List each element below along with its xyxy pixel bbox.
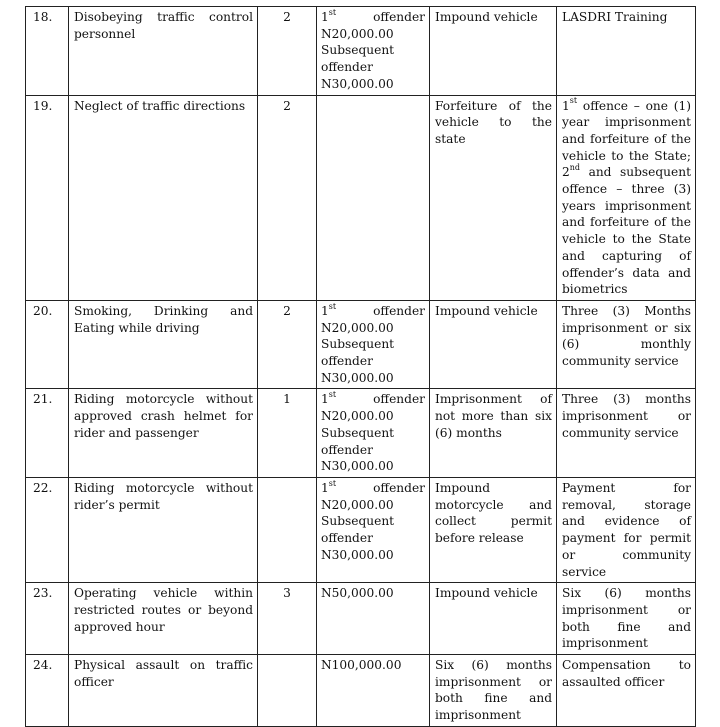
points: 2 bbox=[258, 7, 317, 96]
fine-cell: N50,000.00 bbox=[317, 583, 430, 655]
penalty: Six (6) months imprisonment or both fine and imprisonment bbox=[557, 583, 696, 655]
penalty: Three (3) months imprisonment or community service bbox=[557, 389, 696, 478]
table-row bbox=[26, 389, 696, 478]
points bbox=[258, 477, 317, 582]
offence-description: Riding motorcycle without rider’s permit bbox=[69, 477, 258, 582]
offence-description: Disobeying traffic control personnel bbox=[69, 7, 258, 96]
penalty: Three (3) Months imprisonment or six (6) monthly community service bbox=[557, 300, 696, 389]
penalty: Payment for removal, storage and evidence of payment for permit or community service bbox=[557, 477, 696, 582]
points: 2 bbox=[258, 300, 317, 389]
offence-description: Neglect of traffic directions bbox=[69, 95, 258, 300]
points: 3 bbox=[258, 583, 317, 655]
consequence: Impound vehicle bbox=[430, 7, 557, 96]
penalty: LASDRI Training bbox=[557, 7, 696, 96]
offence-description: Operating vehicle within restricted routes or beyond approved hour bbox=[69, 583, 258, 655]
points: 1 bbox=[258, 389, 317, 478]
fine-cell bbox=[317, 95, 430, 300]
offence-description: Smoking, Drinking and Eating while driving bbox=[69, 300, 258, 389]
row-number: 21. bbox=[26, 389, 69, 478]
table-row bbox=[26, 7, 696, 96]
row-number: 24. bbox=[26, 655, 69, 727]
table-row bbox=[26, 583, 696, 655]
fine-cell: 1st offender N20,000.00 Subsequent offender N30,000.00 bbox=[317, 300, 430, 389]
penalty: 1st offence – one (1) year imprisonment and forfeiture of the vehicle to the State; 2nd and subsequent offence – three (3) years imprisonment and forfeiture of the vehicle to the State and capturing of offender’s data and biometrics bbox=[557, 95, 696, 300]
consequence: Forfeiture of the vehicle to the state bbox=[430, 95, 557, 300]
fine-cell: N100,000.00 bbox=[317, 655, 430, 727]
table-row bbox=[26, 95, 696, 300]
row-number: 20. bbox=[26, 300, 69, 389]
points bbox=[258, 655, 317, 727]
fine-cell: 1st offender N20,000.00 Subsequent offender N30,000.00 bbox=[317, 7, 430, 96]
fine-cell: 1st offender N20,000.00 Subsequent offender N30,000.00 bbox=[317, 477, 430, 582]
consequence: Impound vehicle bbox=[430, 583, 557, 655]
points: 2 bbox=[258, 95, 317, 300]
row-number: 18. bbox=[26, 7, 69, 96]
fine-cell: 1st offender N20,000.00 Subsequent offender N30,000.00 bbox=[317, 389, 430, 478]
consequence: Impound vehicle bbox=[430, 300, 557, 389]
table-row bbox=[26, 300, 696, 389]
consequence: Six (6) months imprisonment or both fine and imprisonment bbox=[430, 655, 557, 727]
consequence: Imprisonment of not more than six (6) months bbox=[430, 389, 557, 478]
offence-description: Physical assault on traffic officer bbox=[69, 655, 258, 727]
row-number: 22. bbox=[26, 477, 69, 582]
table-row bbox=[26, 477, 696, 582]
row-number: 19. bbox=[26, 95, 69, 300]
penalty: Compensation to assaulted officer bbox=[557, 655, 696, 727]
consequence: Impound motorcycle and collect permit before release bbox=[430, 477, 557, 582]
table-row bbox=[26, 655, 696, 727]
offence-description: Riding motorcycle without approved crash helmet for rider and passenger bbox=[69, 389, 258, 478]
row-number: 23. bbox=[26, 583, 69, 655]
offence-table bbox=[25, 6, 696, 727]
